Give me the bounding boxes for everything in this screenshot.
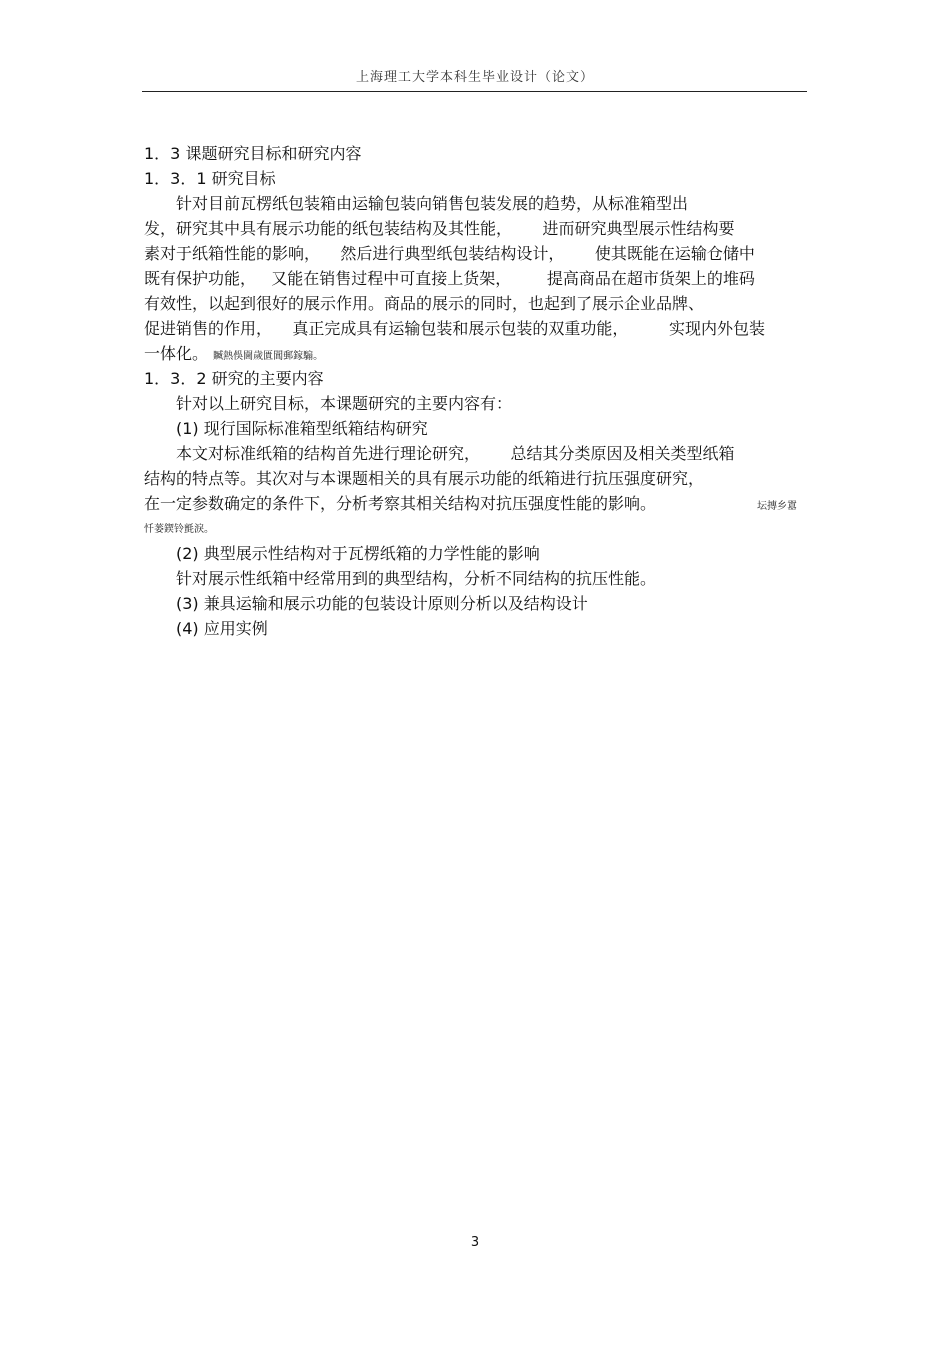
paragraph-line (144, 344, 323, 367)
garbled-note: 忏蒌鍥铃氈淚。 (144, 524, 214, 535)
page-number: 3 (470, 1235, 480, 1250)
paragraph-line: 发，研究其中具有展示功能的纸包装结构及其性能， 进而研究典型展示性结构要 (144, 219, 735, 238)
section-heading-1-3-1: 1．3．1 研究目标 (144, 169, 276, 188)
paragraph-line: 促进销售的作用， 真正完成具有运输包装和展示包装的双重功能， 实现内外包装 (144, 319, 766, 338)
paragraph-line: 素对于纸箱性能的影响， 然后进行典型纸包装结构设计， 使其既能在运输仓储中 (144, 244, 755, 263)
paragraph-line: 在一定参数确定的条件下，分析考察其相关结构对抗压强度性能的影响。 (144, 494, 657, 513)
garbled-note: 贓熱俁閫歲匱閶郵鎵騸。 (213, 351, 324, 362)
list-item-4: (4) 应用实例 (176, 619, 268, 638)
paragraph-line: 既有保护功能， 又能在销售过程中可直接上货架， 提高商品在超市货架上的堆码 (144, 269, 755, 288)
garbled-note: 坛摶乡囂 (757, 501, 797, 512)
section-heading-1-3-2: 1．3．2 研究的主要内容 (144, 369, 324, 388)
paragraph-line: 结构的特点等。其次对与本课题相关的具有展示功能的纸箱进行抗压强度研究， (144, 469, 705, 488)
paragraph-line: 针对目前瓦楞纸包装箱由运输包装向销售包装发展的趋势，从标准箱型出 (176, 194, 689, 213)
list-item-1: (1) 现行国际标准箱型纸箱结构研究 (176, 419, 428, 438)
paragraph-line: 本文对标准纸箱的结构首先进行理论研究， 总结其分类原因及相关类型纸箱 (176, 444, 735, 463)
list-item-2-text: 针对展示性纸箱中经常用到的典型结构，分析不同结构的抗压性能。 (176, 569, 657, 588)
list-item-3: (3) 兼具运输和展示功能的包装设计原则分析以及结构设计 (176, 594, 588, 613)
section-heading-1-3: 1．3 课题研究目标和研究内容 (144, 144, 362, 163)
intro-text: 针对以上研究目标，本课题研究的主要内容有： (176, 394, 513, 413)
paragraph-text: 一体化。 (144, 344, 209, 363)
list-item-2: (2) 典型展示性结构对于瓦楞纸箱的力学性能的影响 (176, 544, 540, 563)
running-header: 上海理工大学本科生毕业设计（论文） (355, 70, 594, 85)
paragraph-line: 有效性，以起到很好的展示作用。商品的展示的同时，也起到了展示企业品牌、 (144, 294, 705, 313)
header-rule (142, 91, 807, 92)
